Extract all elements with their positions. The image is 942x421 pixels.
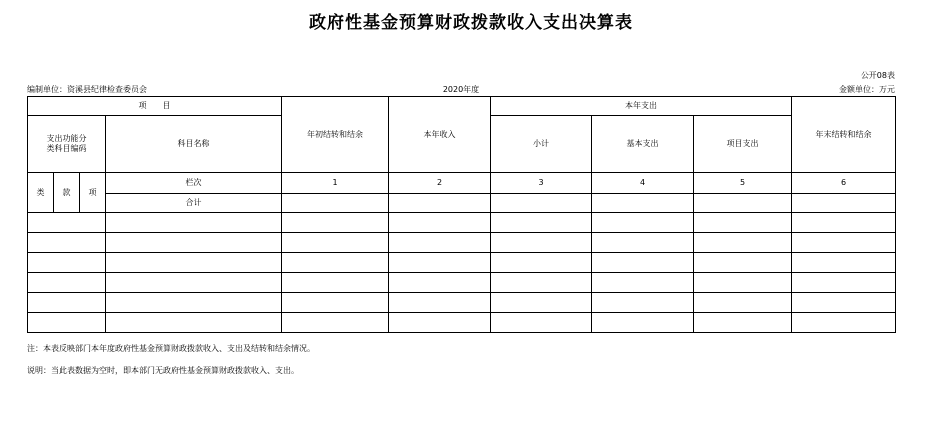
table-row bbox=[28, 293, 896, 313]
total-label-cell: 合计 bbox=[106, 194, 282, 213]
header-this-year-expenditure: 本年支出 bbox=[491, 97, 792, 116]
budget-table bbox=[27, 96, 896, 333]
total-cell bbox=[694, 194, 792, 213]
meta-row bbox=[27, 84, 895, 96]
header-basic-expenditure: 基本支出 bbox=[592, 116, 694, 173]
table-row bbox=[28, 233, 896, 253]
header-item: 项 目 bbox=[28, 97, 282, 116]
total-cell bbox=[491, 194, 592, 213]
header-func-code bbox=[28, 116, 106, 173]
col-number-2: 2 bbox=[389, 173, 491, 194]
header-lei: 类 bbox=[28, 173, 54, 213]
year-label: 2020年度 bbox=[442, 85, 480, 94]
explanation-note: 说明：当此表数据为空时，即本部门无政府性基金预算财政拨款收入、支出。 bbox=[27, 366, 299, 375]
func-code-line2: 类科目编码 bbox=[46, 144, 87, 153]
amount-unit-label: 金额单位：万元 bbox=[839, 85, 895, 94]
row-label-cell: 栏次 bbox=[106, 173, 282, 194]
page-title: 政府性基金预算财政拨款收入支出决算表 bbox=[309, 13, 633, 33]
total-cell bbox=[792, 194, 896, 213]
table-row bbox=[28, 273, 896, 293]
header-income: 本年收入 bbox=[389, 97, 491, 173]
total-cell bbox=[389, 194, 491, 213]
header-subtotal: 小计 bbox=[491, 116, 592, 173]
header-begin-balance: 年初结转和结余 bbox=[282, 97, 389, 173]
header-project-expenditure: 项目支出 bbox=[694, 116, 792, 173]
col-number-5: 5 bbox=[694, 173, 792, 194]
table-row bbox=[28, 313, 896, 333]
col-number-1: 1 bbox=[282, 173, 389, 194]
header-xiang: 项 bbox=[80, 173, 106, 213]
table-row bbox=[28, 253, 896, 273]
table-row bbox=[28, 213, 896, 233]
func-code-line1: 支出功能分 bbox=[46, 134, 87, 144]
header-kuan: 款 bbox=[54, 173, 80, 213]
unit-label: 编制单位：资溪县纪律检查委员会 bbox=[27, 85, 147, 94]
total-cell bbox=[282, 194, 389, 213]
footnote: 注：本表反映部门本年度政府性基金预算财政拨款收入、支出及结转和结余情况。 bbox=[27, 344, 315, 353]
header-end-balance: 年末结转和结余 bbox=[792, 97, 896, 173]
col-number-3: 3 bbox=[491, 173, 592, 194]
header-subject-name: 科目名称 bbox=[106, 116, 282, 173]
total-cell bbox=[592, 194, 694, 213]
form-number: 公开08表 bbox=[860, 71, 895, 80]
col-number-6: 6 bbox=[792, 173, 896, 194]
col-number-4: 4 bbox=[592, 173, 694, 194]
